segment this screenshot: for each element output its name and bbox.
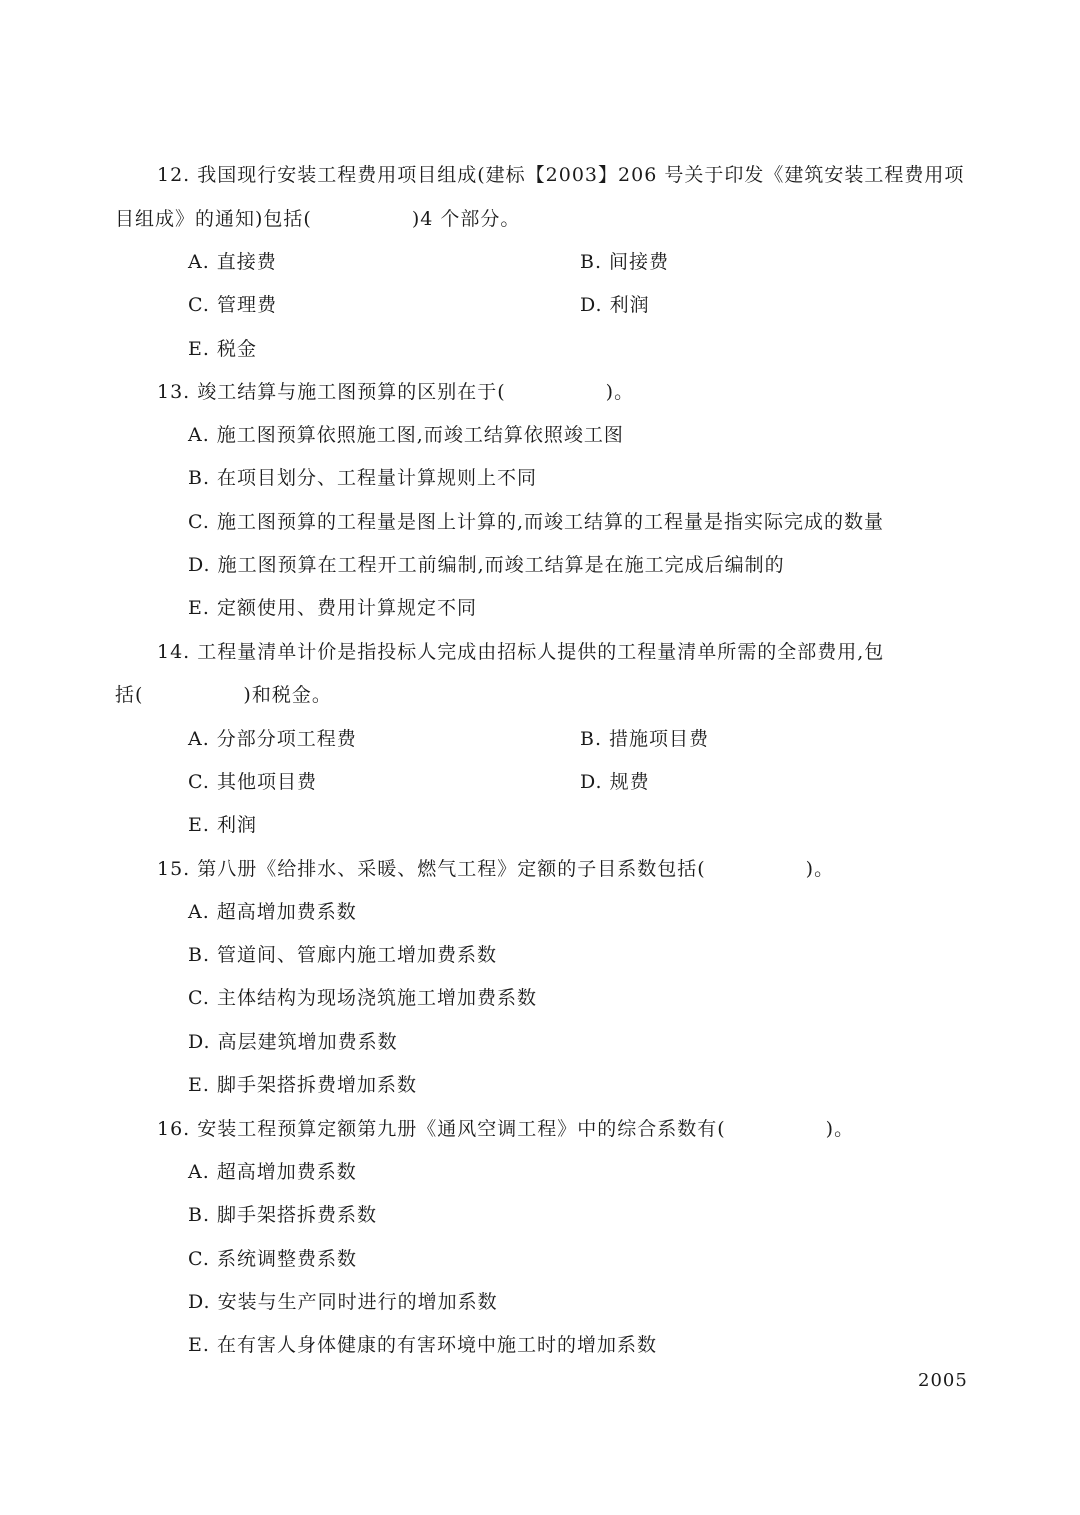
- q12-option-d: D. 利润: [580, 294, 650, 316]
- q13-option-c: C. 施工图预算的工程量是图上计算的,而竣工结算的工程量是指实际完成的数量: [188, 511, 884, 533]
- q13-stem: 13. 竣工结算与施工图预算的区别在于( )。: [157, 381, 635, 403]
- q13-option-e: E. 定额使用、费用计算规定不同: [188, 597, 477, 619]
- q12-option-e: E. 税金: [188, 338, 257, 360]
- q13-option-d: D. 施工图预算在工程开工前编制,而竣工结算是在施工完成后编制的: [188, 554, 785, 576]
- q12-stem-line1: 12. 我国现行安装工程费用项目组成(建标【2003】206 号关于印发《建筑安装工程费用项: [157, 164, 965, 186]
- q14-option-c: C. 其他项目费: [188, 771, 317, 793]
- q12-option-b: B. 间接费: [580, 251, 670, 273]
- q13-option-b: B. 在项目划分、工程量计算规则上不同: [188, 467, 538, 489]
- q15-option-d: D. 高层建筑增加费系数: [188, 1031, 398, 1053]
- q15-option-a: A. 超高增加费系数: [188, 901, 357, 923]
- q15-option-c: C. 主体结构为现场浇筑施工增加费系数: [188, 987, 537, 1009]
- q16-option-b: B. 脚手架搭拆费系数: [188, 1204, 378, 1226]
- q15-option-e: E. 脚手架搭拆费增加系数: [188, 1074, 417, 1096]
- q16-option-c: C. 系统调整费系数: [188, 1248, 357, 1270]
- q16-option-d: D. 安装与生产同时进行的增加系数: [188, 1291, 498, 1313]
- q12-option-c: C. 管理费: [188, 294, 277, 316]
- q16-stem: 16. 安装工程预算定额第九册《通风空调工程》中的综合系数有( )。: [157, 1118, 855, 1140]
- q13-option-a: A. 施工图预算依照施工图,而竣工结算依照竣工图: [188, 424, 624, 446]
- q14-option-a: A. 分部分项工程费: [188, 728, 357, 750]
- q14-stem-line2: 括( )和税金。: [115, 684, 332, 706]
- q12-option-a: A. 直接费: [188, 251, 277, 273]
- q15-stem: 15. 第八册《给排水、采暖、燃气工程》定额的子目系数包括( )。: [157, 858, 835, 880]
- q14-option-d: D. 规费: [580, 771, 650, 793]
- q14-option-e: E. 利润: [188, 814, 257, 836]
- page-number: 2005: [918, 1370, 968, 1391]
- q14-option-b: B. 措施项目费: [580, 728, 710, 750]
- q16-option-e: E. 在有害人身体健康的有害环境中施工时的增加系数: [188, 1334, 657, 1356]
- q16-option-a: A. 超高增加费系数: [188, 1161, 357, 1183]
- q15-option-b: B. 管道间、管廊内施工增加费系数: [188, 944, 498, 966]
- q12-stem-line2: 目组成》的通知)包括( )4 个部分。: [115, 208, 521, 230]
- q14-stem-line1: 14. 工程量清单计价是指投标人完成由招标人提供的工程量清单所需的全部费用,包: [157, 641, 885, 663]
